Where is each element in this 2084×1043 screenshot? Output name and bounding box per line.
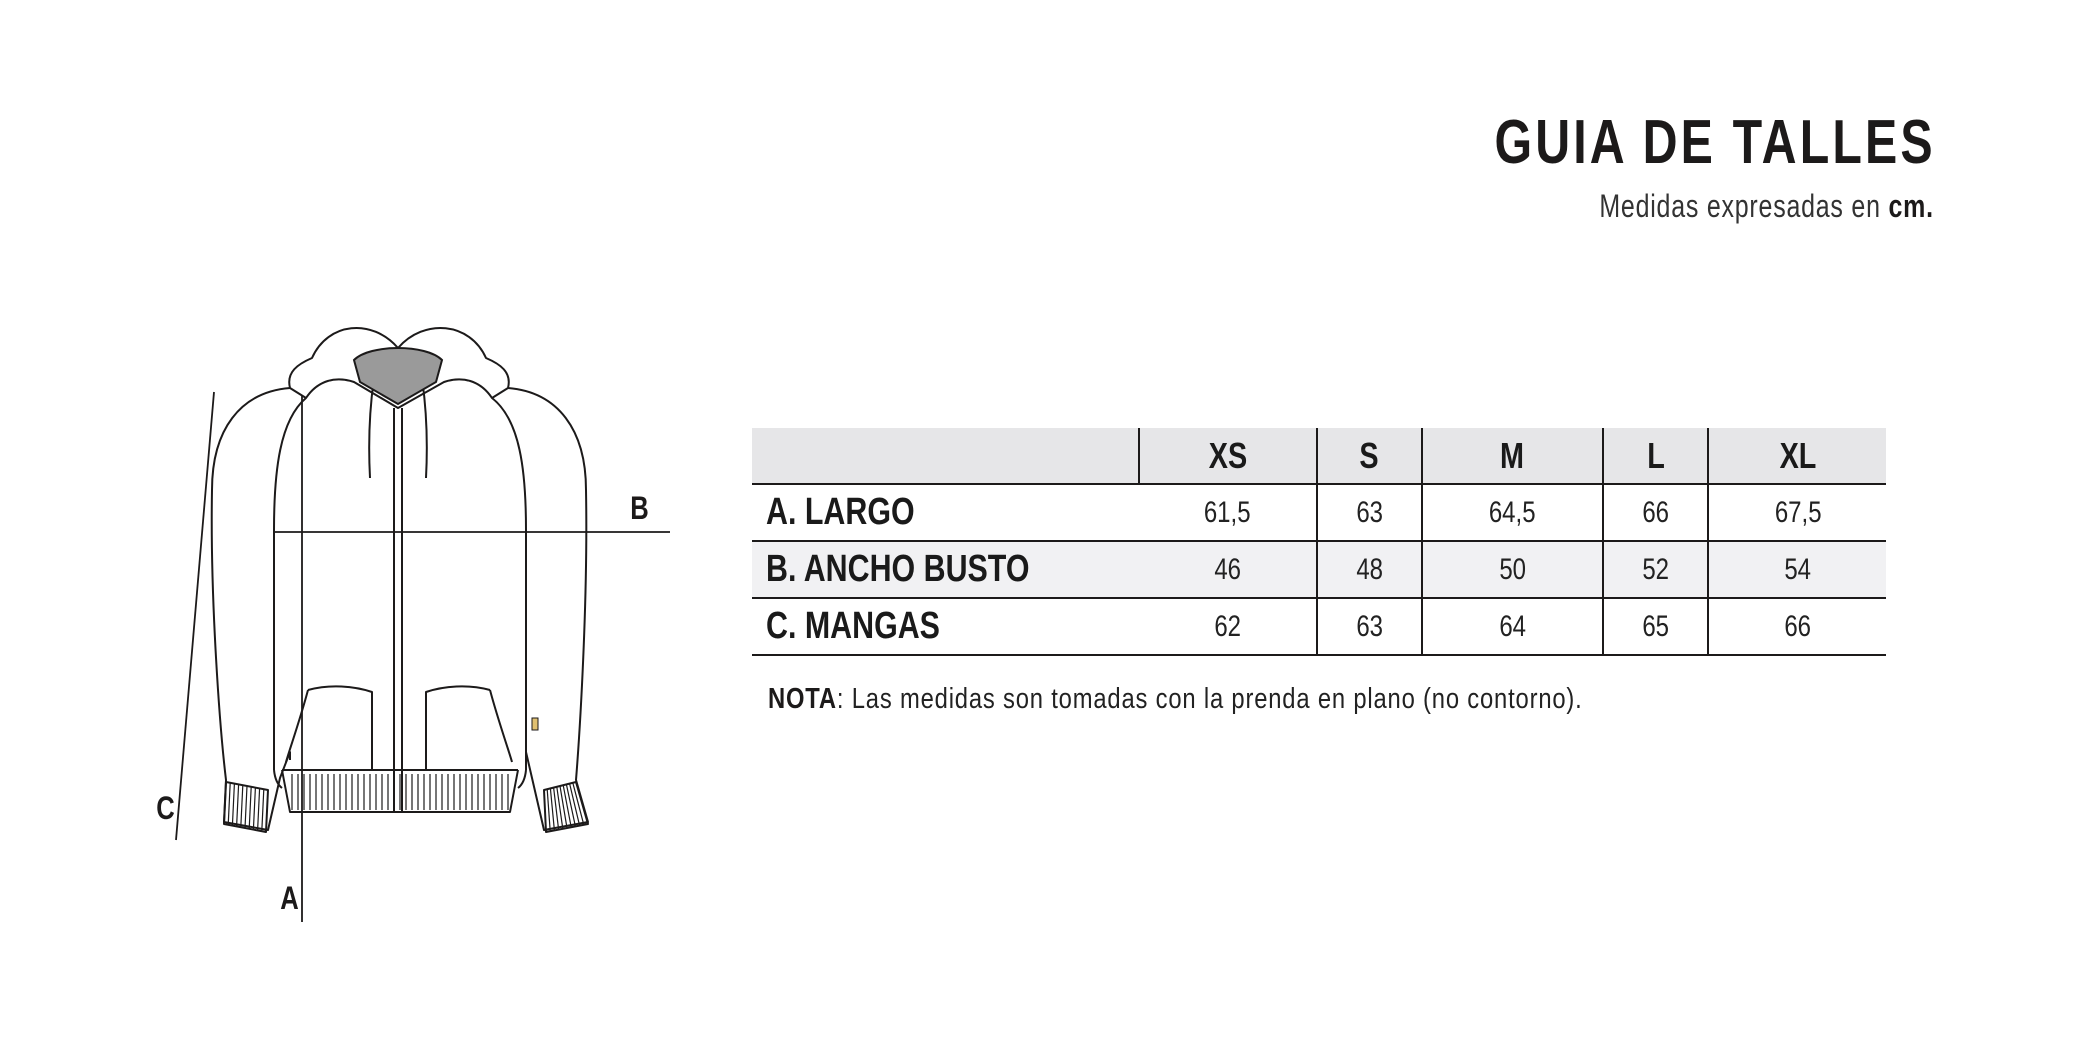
measurement-cell bbox=[1139, 541, 1317, 598]
hoodie-illustration bbox=[140, 300, 680, 940]
measurement-cell bbox=[1317, 484, 1423, 541]
measurement-cell bbox=[1708, 598, 1886, 655]
measurement-value: 48 bbox=[1356, 552, 1383, 586]
row-label bbox=[752, 598, 1139, 655]
note-text: : Las medidas son tomadas con la prenda en plano (no contorno). bbox=[836, 683, 1583, 715]
size-table-body bbox=[752, 484, 1886, 655]
measure-label-c: C bbox=[156, 790, 175, 826]
measurement-value: 66 bbox=[1784, 609, 1812, 643]
row-label-text: C. MANGAS bbox=[766, 605, 940, 647]
note-label: NOTA bbox=[768, 683, 837, 715]
table-row bbox=[752, 541, 1886, 598]
rib-line bbox=[563, 785, 571, 827]
rib-line bbox=[253, 788, 255, 830]
measurement-cell bbox=[1422, 598, 1603, 655]
measurement-value: 66 bbox=[1642, 495, 1669, 529]
measurement-cell bbox=[1708, 541, 1886, 598]
measurement-value: 46 bbox=[1213, 552, 1241, 586]
subtitle-unit: cm. bbox=[1888, 188, 1934, 224]
rib-line bbox=[228, 783, 230, 825]
subtitle-text: Medidas expresadas en bbox=[1599, 188, 1881, 224]
rib-line bbox=[560, 786, 567, 828]
measurement-value: 52 bbox=[1642, 552, 1669, 586]
rib-line bbox=[249, 787, 251, 829]
measurement-cell bbox=[1603, 598, 1709, 655]
row-label-text: A. LARGO bbox=[766, 491, 915, 533]
measurement-cell bbox=[1603, 484, 1709, 541]
zipper-tag bbox=[532, 718, 538, 730]
size-header-label: XS bbox=[1208, 434, 1247, 476]
measurement-cell bbox=[1422, 484, 1603, 541]
measurement-value: 63 bbox=[1356, 495, 1383, 529]
size-header-row bbox=[752, 428, 1886, 484]
rib-line bbox=[258, 788, 260, 830]
measurement-cell bbox=[1422, 541, 1603, 598]
rib-line bbox=[241, 785, 243, 827]
measurement-value: 61,5 bbox=[1203, 495, 1251, 529]
measurement-value: 54 bbox=[1784, 552, 1812, 586]
sleeve-measure-line-c bbox=[176, 392, 214, 840]
page-title: GUIA DE TALLES bbox=[1494, 108, 1936, 177]
row-label bbox=[752, 541, 1139, 598]
measure-label-b: B bbox=[630, 490, 649, 526]
size-header-m bbox=[1422, 428, 1603, 484]
measurement-value: 64 bbox=[1499, 609, 1526, 643]
rib-line bbox=[262, 789, 264, 831]
measurement-cell bbox=[1603, 541, 1709, 598]
rib-line bbox=[237, 784, 239, 826]
page-subtitle bbox=[1600, 188, 1934, 225]
measurement-cell bbox=[1708, 484, 1886, 541]
size-header-label: XL bbox=[1779, 434, 1817, 476]
measurement-cell bbox=[1139, 484, 1317, 541]
size-header-label: L bbox=[1646, 434, 1665, 476]
measurement-value: 65 bbox=[1642, 609, 1669, 643]
size-header-label: M bbox=[1500, 434, 1525, 476]
measurement-value: 67,5 bbox=[1774, 495, 1822, 529]
measurement-cell bbox=[1139, 598, 1317, 655]
size-header-xl bbox=[1708, 428, 1886, 484]
size-header-s bbox=[1317, 428, 1423, 484]
measurement-value: 62 bbox=[1213, 609, 1241, 643]
rib-line bbox=[550, 788, 554, 830]
table-row bbox=[752, 598, 1886, 655]
size-header-xs bbox=[1139, 428, 1317, 484]
measurement-value: 50 bbox=[1499, 552, 1526, 586]
note bbox=[768, 683, 1583, 716]
rib-line bbox=[232, 784, 234, 826]
hoodie-diagram bbox=[140, 300, 680, 940]
row-label bbox=[752, 484, 1139, 541]
measurement-value: 64,5 bbox=[1489, 495, 1536, 529]
table-row bbox=[752, 484, 1886, 541]
rib-line bbox=[245, 786, 247, 828]
size-table bbox=[752, 428, 1886, 656]
row-label-text: B. ANCHO BUSTO bbox=[766, 548, 1030, 590]
measure-label-a: A bbox=[280, 880, 299, 916]
rib-line bbox=[547, 789, 550, 831]
measurement-value: 63 bbox=[1356, 609, 1383, 643]
header-corner-cell bbox=[752, 428, 1139, 484]
size-header-l bbox=[1603, 428, 1709, 484]
size-header-label: S bbox=[1359, 434, 1379, 476]
measurement-cell bbox=[1317, 541, 1423, 598]
measurement-cell bbox=[1317, 598, 1423, 655]
hood-lining bbox=[354, 348, 442, 404]
